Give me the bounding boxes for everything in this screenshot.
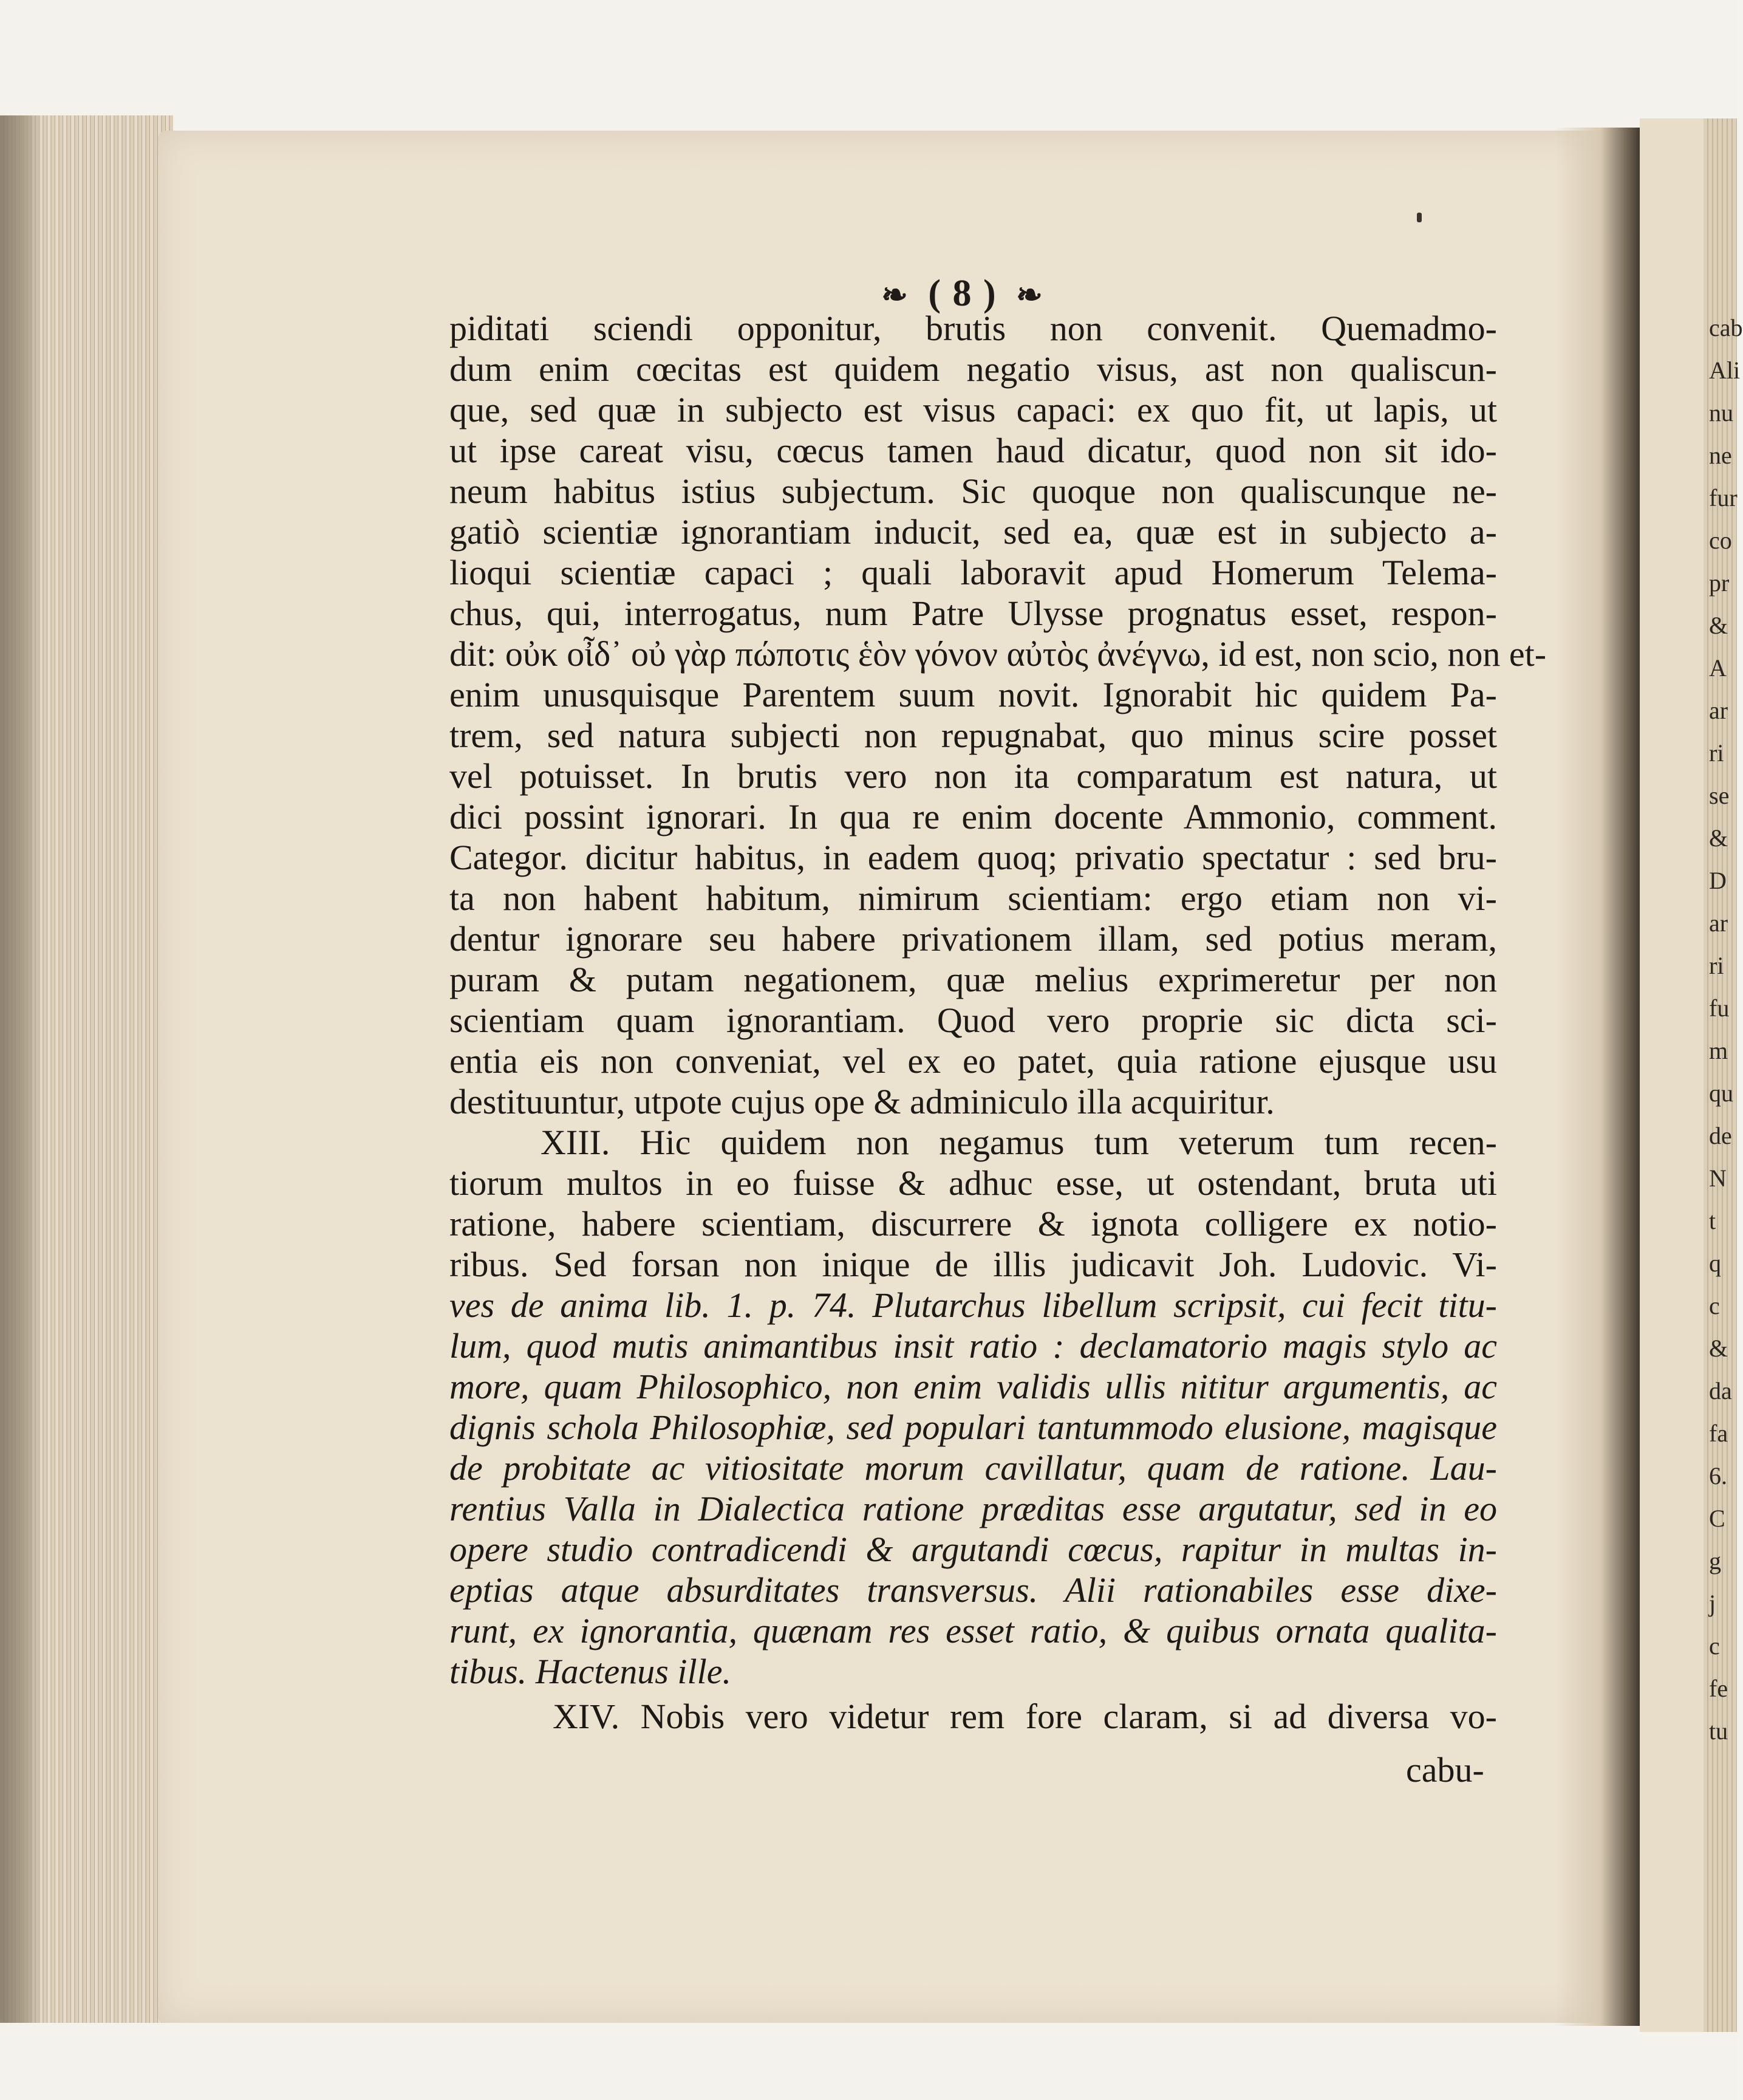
- text-line: ves de anima lib. 1. p. 74. Plutarchus libellum scripsit, cui fecit titu-: [449, 1285, 1497, 1325]
- facing-page-fragment: g: [1709, 1547, 1721, 1575]
- facing-page-fragment: tu: [1709, 1717, 1728, 1745]
- facing-page-fragment: &: [1709, 612, 1728, 639]
- facing-page-fragment: fa: [1709, 1420, 1728, 1447]
- catchword: cabu-: [1406, 1750, 1484, 1790]
- text-line: piditati sciendi opponitur, brutis non convenit. Quemadmo-: [449, 309, 1497, 348]
- section-xiv-start: XIV. Nobis vero videtur rem fore claram, si ad diversa vo-: [553, 1697, 1497, 1736]
- facing-page-fragment: C: [1709, 1505, 1725, 1532]
- facing-page-fragment: qu: [1709, 1079, 1733, 1107]
- facing-page-fragment: pr: [1709, 569, 1730, 597]
- facing-page-fragment: fu: [1709, 994, 1730, 1022]
- text-line: more, quam Philosophico, non enim validis ullis nititur argumentis, ac: [449, 1367, 1497, 1406]
- text-line: tiorum multos in eo fuisse & adhuc esse, ut ostendant, bruta uti: [449, 1163, 1497, 1203]
- text-line: dignis schola Philosophiæ, sed populari tantummodo elusione, magisque: [449, 1407, 1497, 1447]
- ornament-right-icon: ❧: [1016, 278, 1044, 313]
- text-line: eptias atque absurditates transversus. Alii rationabiles esse dixe-: [449, 1570, 1497, 1610]
- facing-page-fragment: ar: [1709, 697, 1728, 724]
- text-line: enim unusquisque Parentem suum novit. Ignorabit hic quidem Pa-: [449, 675, 1497, 714]
- facing-page-fragment: de: [1709, 1122, 1732, 1149]
- facing-page-fragment: m: [1709, 1037, 1728, 1064]
- facing-page-fragment: c: [1709, 1632, 1720, 1660]
- text-line: chus, qui, interrogatus, num Patre Ulysse prognatus esset, respon-: [449, 593, 1497, 633]
- text-line: vel potuisset. In brutis vero non ita comparatum est natura, ut: [449, 756, 1497, 796]
- text-line: ratione, habere scientiam, discurrere & ignota colligere ex notio-: [449, 1204, 1497, 1243]
- text-line: destituuntur, utpote cujus ope & adminiculo illa acquiritur.: [449, 1082, 1275, 1121]
- facing-page-fragment: ne: [1709, 442, 1732, 469]
- text-line: gatiò scientiæ ignorantiam inducit, sed ea, quæ est in subjecto a-: [449, 512, 1497, 552]
- facing-page-fragment: A: [1709, 654, 1727, 682]
- facing-page-fragment: N: [1709, 1165, 1727, 1192]
- facing-page-fragment: &: [1709, 824, 1728, 852]
- text-line: opere studio contradicendi & argutandi cœcus, rapitur in multas in-: [449, 1530, 1497, 1569]
- book-gutter: [1555, 128, 1646, 2026]
- facing-page-fragment: 6.: [1709, 1462, 1727, 1489]
- text-line: ribus. Sed forsan non inique de illis judicavit Joh. Ludovic. Vi-: [449, 1245, 1497, 1284]
- section-xiii-start: XIII. Hic quidem non negamus tum veterum tum recen-: [541, 1123, 1497, 1162]
- facing-page-fragment: j: [1709, 1590, 1716, 1617]
- text-line: rentius Valla in Dialectica ratione præditas esse argutatur, sed in eo: [449, 1489, 1497, 1528]
- text-line: ut ipse careat visu, cœcus tamen haud dicatur, quod non sit ido-: [449, 431, 1497, 470]
- facing-page-fragment: D: [1709, 867, 1727, 894]
- text-line: lum, quod mutis animantibus insit ratio : declamatorio magis stylo ac: [449, 1326, 1497, 1366]
- text-line: dum enim cœcitas est quidem negatio visus, ast non qualiscun-: [449, 349, 1497, 389]
- facing-page-fragment: ri: [1709, 952, 1724, 979]
- text-line: runt, ex ignorantia, quænam res esset ratio, & quibus ornata qualita-: [449, 1611, 1497, 1650]
- facing-page-fragment: co: [1709, 527, 1732, 554]
- text-line: ta non habent habitum, nimirum scientiam: ergo etiam non vi-: [449, 878, 1497, 918]
- facing-page-fragment: se: [1709, 782, 1730, 809]
- text-line: tibus. Hactenus ille.: [449, 1652, 731, 1691]
- facing-page-fragment: nu: [1709, 399, 1733, 426]
- text-line: scientiam quam ignorantiam. Quod vero proprie sic dicta sci-: [449, 1000, 1497, 1040]
- facing-page-fragment: da: [1709, 1377, 1732, 1404]
- text-line: puram & putam negationem, quæ melius exprimeretur per non: [449, 960, 1497, 999]
- text-line: entia eis non conveniat, vel ex eo patet, quia ratione ejusque usu: [449, 1041, 1497, 1081]
- text-line: dici possint ignorari. In qua re enim docente Ammonio, comment.: [449, 797, 1497, 836]
- facing-page-fragment: fur: [1709, 484, 1738, 511]
- facing-page-fragment: c: [1709, 1292, 1720, 1319]
- facing-page-fragment: ri: [1709, 739, 1724, 767]
- facing-page-fragment: q: [1709, 1250, 1721, 1277]
- facing-page-fragment: cab: [1709, 314, 1743, 341]
- text-line: de probitate ac vitiositate morum cavillatur, quam de ratione. Lau-: [449, 1448, 1497, 1488]
- facing-page-fragment: &: [1709, 1335, 1728, 1362]
- facing-page-fragment: t: [1709, 1207, 1716, 1234]
- text-line: neum habitus istius subjectum. Sic quoque non qualiscunque ne-: [449, 471, 1497, 511]
- ink-speck: [1417, 213, 1422, 222]
- page-number: ( 8 ): [928, 273, 997, 314]
- text-line: dit: οὐκ οἶδ᾽ οὐ γὰρ πώποτις ἑὸν γόνον αὐτὸς ἀνέγνω, id est, non scio, non et-: [449, 634, 1547, 674]
- page-stack-shadow: [0, 115, 43, 2023]
- facing-page-fragment: Ali: [1709, 357, 1741, 384]
- ornament-left-icon: ❧: [881, 278, 909, 313]
- facing-page-fragment: fe: [1709, 1675, 1728, 1702]
- text-line: dentur ignorare seu habere privationem illam, sed potius meram,: [449, 919, 1497, 959]
- text-line: lioqui scientiæ capaci ; quali laboravit apud Homerum Telema-: [449, 553, 1497, 592]
- text-line: Categor. dicitur habitus, in eadem quoq; privatio spectatur : sed bru-: [449, 838, 1497, 877]
- text-line: que, sed quæ in subjecto est visus capaci: ex quo fit, ut lapis, ut: [449, 390, 1497, 429]
- text-line: trem, sed natura subjecti non repugnabat, quo minus scire posset: [449, 716, 1497, 755]
- facing-page-fragment: ar: [1709, 909, 1728, 937]
